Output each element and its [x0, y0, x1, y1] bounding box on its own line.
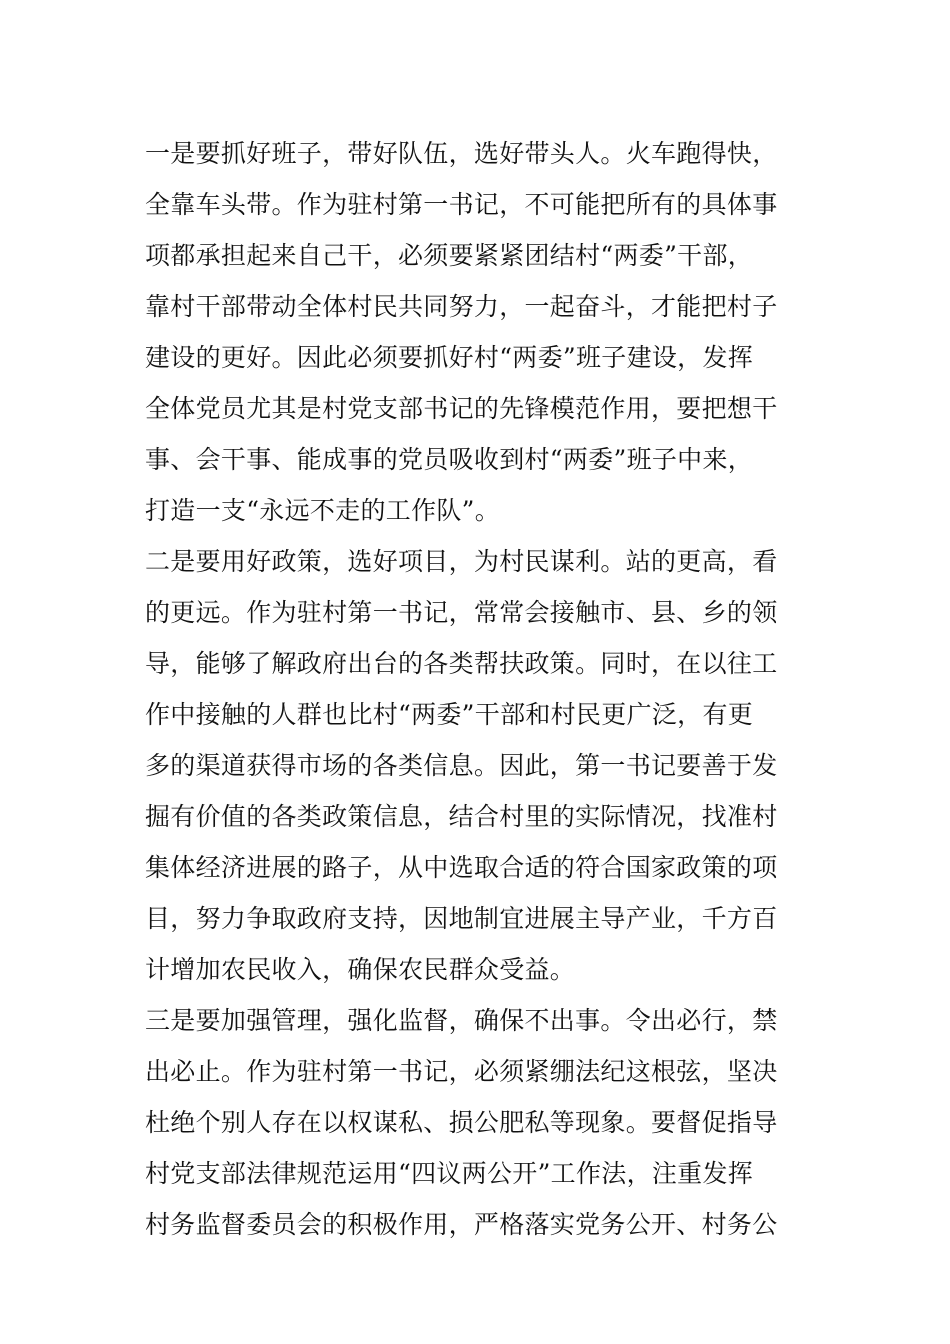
text-line: 导，能够了解政府出台的各类帮扶政策。同时，在以往工	[145, 649, 778, 678]
text-line: 三是要加强管理，强化监督，确保不出事。令出必行，禁	[145, 1006, 778, 1035]
text-line: 一是要抓好班子，带好队伍，选好带头人。火车跑得快，	[145, 139, 778, 168]
text-line: 打造一支“永远不走的工作队”。	[145, 496, 501, 525]
text-line: 全体党员尤其是村党支部书记的先锋模范作用，要把想干	[145, 394, 778, 423]
document-body	[145, 128, 815, 1250]
text-line: 村党支部法律规范运用“四议两公开”工作法，注重发挥	[145, 1159, 754, 1188]
text-line: 建设的更好。因此必须要抓好村“两委”班子建设，发挥	[145, 343, 754, 372]
text-line: 全靠车头带。作为驻村第一书记，不可能把所有的具体事	[145, 190, 778, 219]
paragraph-1	[145, 128, 815, 536]
paragraph-3	[145, 995, 815, 1250]
text-line: 杜绝个别人存在以权谋私、损公肥私等现象。要督促指导	[145, 1108, 778, 1137]
text-line: 计增加农民收入，确保农民群众受益。	[145, 955, 576, 984]
text-line: 事、会干事、能成事的党员吸收到村“两委”班子中来，	[145, 445, 754, 474]
text-line: 项都承担起来自己干，必须要紧紧团结村“两委”干部，	[145, 241, 754, 270]
text-line: 作中接触的人群也比村“两委”干部和村民更广泛，有更	[145, 700, 754, 729]
paragraph-2	[145, 536, 815, 995]
text-line: 村务监督委员会的积极作用，严格落实党务公开、村务公	[145, 1210, 778, 1239]
text-line: 掘有价值的各类政策信息，结合村里的实际情况，找准村	[145, 802, 778, 831]
text-line: 出必止。作为驻村第一书记，必须紧绷法纪这根弦，坚决	[145, 1057, 778, 1086]
text-line: 目，努力争取政府支持，因地制宜进展主导产业，千方百	[145, 904, 778, 933]
text-line: 靠村干部带动全体村民共同努力，一起奋斗，才能把村子	[145, 292, 778, 321]
text-line: 多的渠道获得市场的各类信息。因此，第一书记要善于发	[145, 751, 778, 780]
text-line: 二是要用好政策，选好项目，为村民谋利。站的更高，看	[145, 547, 778, 576]
text-line: 集体经济进展的路子，从中选取合适的符合国家政策的项	[145, 853, 778, 882]
text-line: 的更远。作为驻村第一书记，常常会接触市、县、乡的领	[145, 598, 778, 627]
